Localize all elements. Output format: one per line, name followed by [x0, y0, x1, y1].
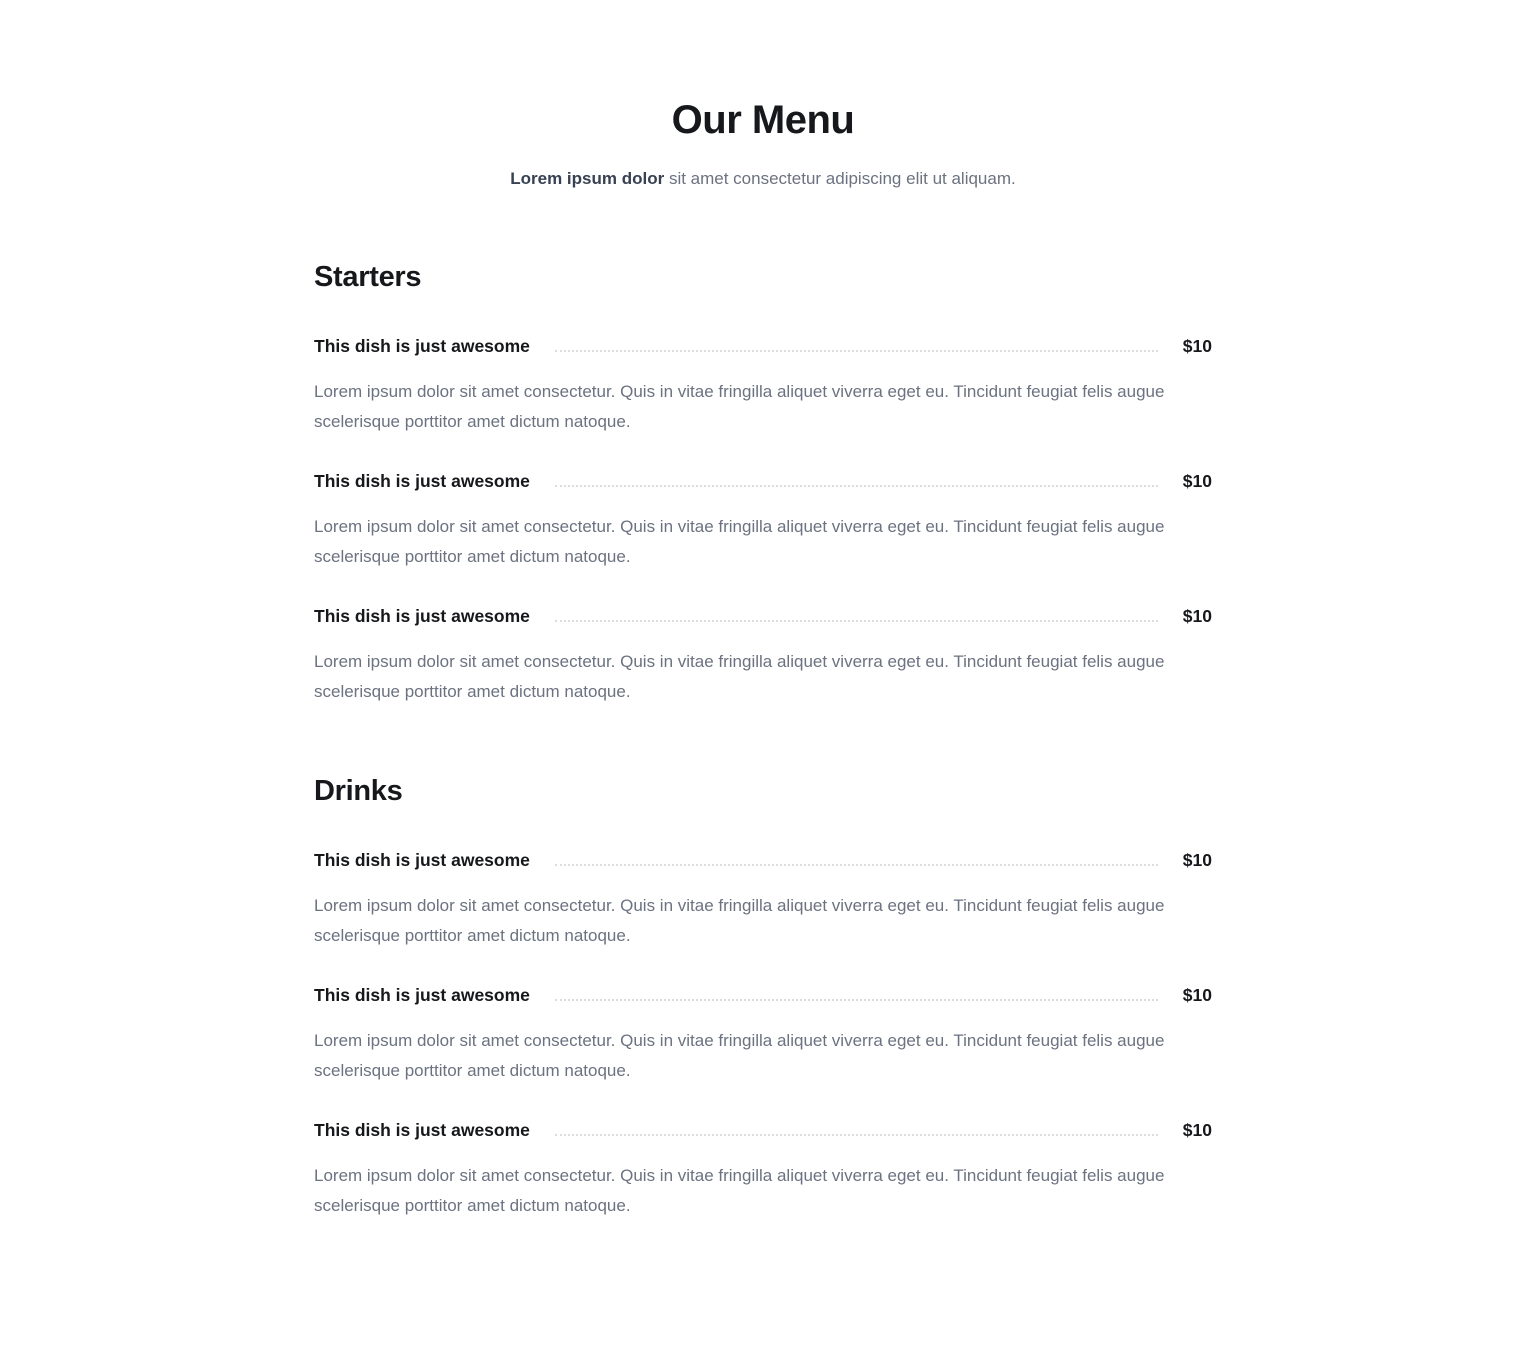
- dish-description: Lorem ipsum dolor sit amet consectetur. Quis in vitae fringilla aliquet viverra eget eu. Tincidunt feugiat felis augue scelerisque porttitor amet dictum natoque.: [314, 517, 1165, 566]
- dish-price: $10: [1182, 850, 1212, 870]
- menu-item-header: [314, 334, 1212, 358]
- dish-price: $10: [1182, 606, 1212, 626]
- menu-item: [314, 1118, 1212, 1220]
- section-heading-starters: Starters: [314, 261, 422, 293]
- menu-item-header: [314, 469, 1212, 493]
- dish-description: Lorem ipsum dolor sit amet consectetur. Quis in vitae fringilla aliquet viverra eget eu. Tincidunt feugiat felis augue scelerisque porttitor amet dictum natoque.: [314, 1166, 1165, 1215]
- dish-name: This dish is just awesome: [314, 985, 530, 1005]
- page-subtitle: [314, 166, 1212, 192]
- dotted-leader: [555, 350, 1158, 352]
- page-subtitle-rest: sit amet consectetur adipiscing elit ut aliquam.: [664, 169, 1016, 188]
- dish-price: $10: [1182, 471, 1212, 491]
- dish-description: Lorem ipsum dolor sit amet consectetur. Quis in vitae fringilla aliquet viverra eget eu. Tincidunt feugiat felis augue scelerisque porttitor amet dictum natoque.: [314, 652, 1165, 701]
- page-subtitle-lead: Lorem ipsum dolor: [510, 169, 665, 188]
- menu-item-header: [314, 604, 1212, 628]
- dish-name: This dish is just awesome: [314, 471, 530, 491]
- menu-container: [314, 0, 1212, 1349]
- dish-description: Lorem ipsum dolor sit amet consectetur. Quis in vitae fringilla aliquet viverra eget eu. Tincidunt feugiat felis augue scelerisque porttitor amet dictum natoque.: [314, 382, 1165, 431]
- section-starters: [314, 259, 1212, 706]
- page-header: [314, 97, 1212, 192]
- section-drinks: [314, 773, 1212, 1220]
- menu-item: [314, 469, 1212, 571]
- dish-price: $10: [1182, 985, 1212, 1005]
- dotted-leader: [555, 620, 1158, 622]
- menu-item: [314, 334, 1212, 436]
- dish-description: Lorem ipsum dolor sit amet consectetur. Quis in vitae fringilla aliquet viverra eget eu. Tincidunt feugiat felis augue scelerisque porttitor amet dictum natoque.: [314, 1031, 1165, 1080]
- dish-name: This dish is just awesome: [314, 336, 530, 356]
- dish-name: This dish is just awesome: [314, 606, 530, 626]
- menu-item-header: [314, 848, 1212, 872]
- menu-item-header: [314, 1118, 1212, 1142]
- dish-price: $10: [1182, 336, 1212, 356]
- dish-name: This dish is just awesome: [314, 1120, 530, 1140]
- dotted-leader: [555, 485, 1158, 487]
- page-title: Our Menu: [671, 98, 855, 142]
- dotted-leader: [555, 1134, 1158, 1136]
- dotted-leader: [555, 999, 1158, 1001]
- menu-item: [314, 983, 1212, 1085]
- dish-price: $10: [1182, 1120, 1212, 1140]
- dish-description: Lorem ipsum dolor sit amet consectetur. Quis in vitae fringilla aliquet viverra eget eu. Tincidunt feugiat felis augue scelerisque porttitor amet dictum natoque.: [314, 896, 1165, 945]
- dotted-leader: [555, 864, 1158, 866]
- dish-name: This dish is just awesome: [314, 850, 530, 870]
- menu-item-header: [314, 983, 1212, 1007]
- menu-item: [314, 848, 1212, 950]
- section-heading-drinks: Drinks: [314, 775, 403, 807]
- menu-item: [314, 604, 1212, 706]
